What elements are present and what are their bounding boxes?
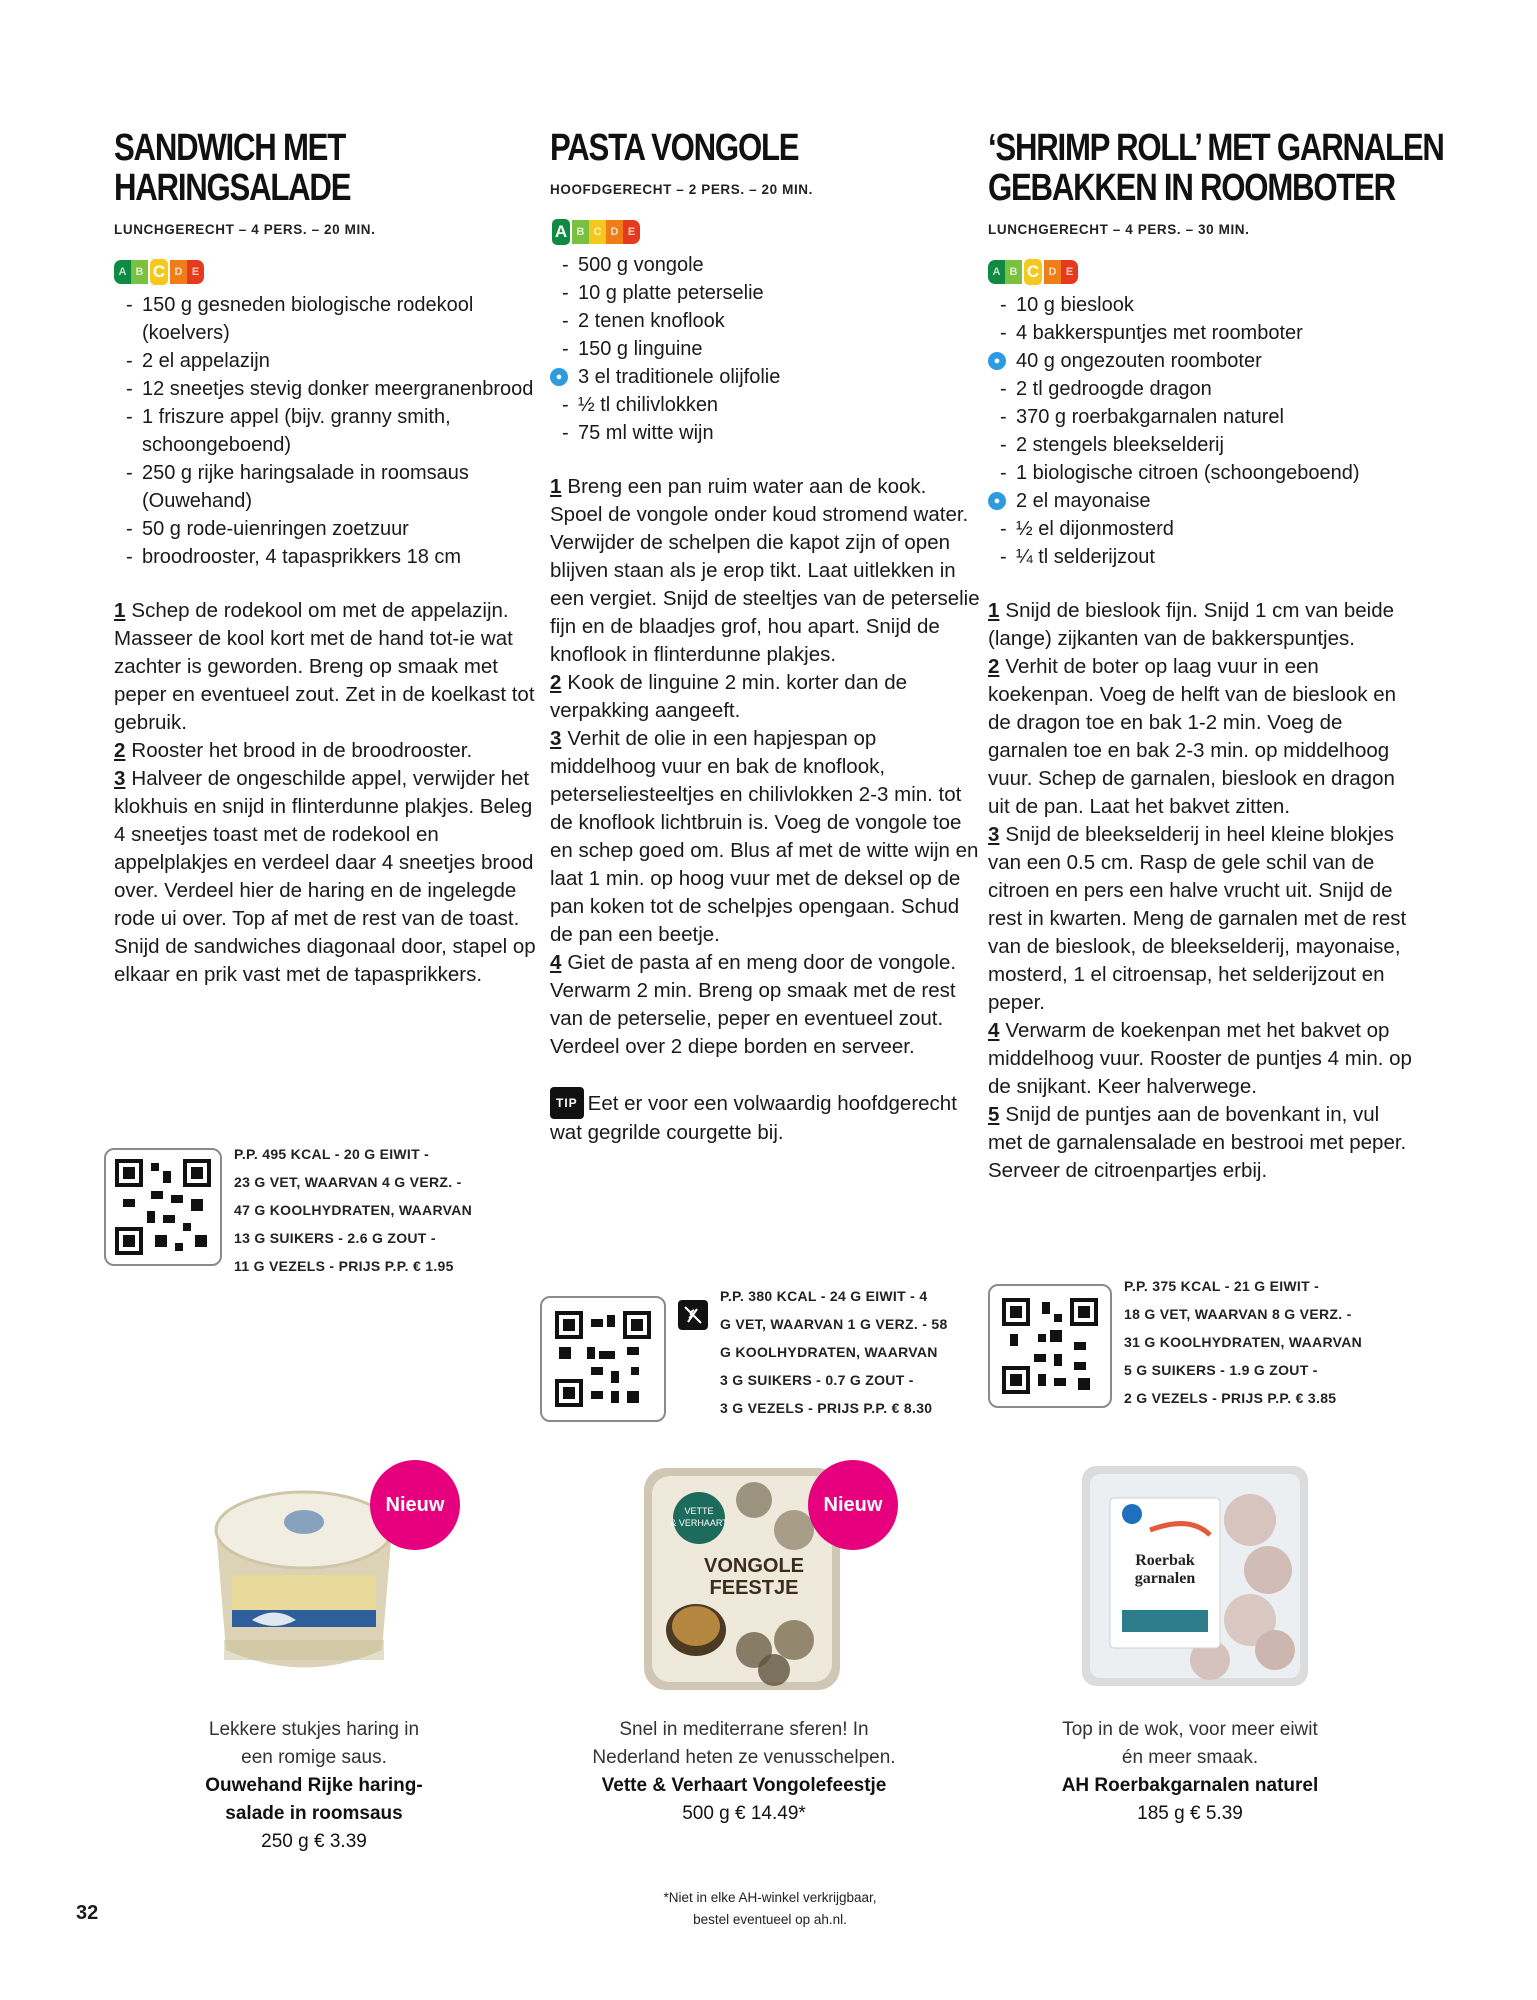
product-name-line: Vette & Verhaart Vongolefeestje — [601, 1775, 887, 1796]
nutrition-text — [234, 1140, 472, 1280]
product-ouwehand — [124, 1460, 504, 1856]
ingredient-list — [550, 251, 980, 447]
nutrition-line: P.P. 375 KCAL - 21 G EIWIT - — [1124, 1278, 1320, 1294]
ingredient: - ¼ tl selderijzout — [1000, 543, 1418, 571]
ingredient: - 10 g platte peterselie — [562, 279, 980, 307]
qr-code-icon[interactable] — [988, 1284, 1112, 1408]
product-price: 500 g € 14.49* — [682, 1803, 806, 1824]
nutrition-line: G VET, WAARVAN 1 G VERZ. - 58 — [720, 1316, 948, 1332]
ingredient: - 250 g rijke haringsalade in roomsaus (Ouwehand) — [126, 459, 544, 515]
ingredient-list — [988, 291, 1418, 571]
step-number: 1 — [114, 599, 126, 622]
nutri-score-a-active: A — [550, 217, 572, 247]
product-price: 250 g € 3.39 — [261, 1831, 367, 1852]
step-number: 4 — [988, 1019, 1000, 1042]
step-number: 2 — [988, 655, 1000, 678]
nutrition-line: 5 G SUIKERS - 1.9 G ZOUT - — [1124, 1362, 1318, 1378]
recipe-title — [988, 127, 1444, 209]
ingredient — [993, 487, 1418, 515]
ingredient: - 4 bakkerspuntjes met roomboter — [1000, 319, 1418, 347]
recipe-meta: LUNCHGERECHT – 4 PERS. – 20 MIN. — [114, 222, 376, 237]
step-text: Snijd de bleekselderij in heel kleine blokjes van een 0.5 cm. Rasp de gele schil van de citroen en pers een halve vrucht uit. Snijd de rest in kwarten. Meng de garnalen met de rest van de bieslook, de bleekselderij, mayonaise, mosterd, 1 el citroensap, het selderijzout en peper. — [988, 823, 1407, 1014]
title-line: ‘SHRIMP ROLL’ MET GARNALEN — [988, 127, 1444, 169]
title-line: GEBAKKEN IN ROOMBOTER — [988, 167, 1395, 209]
step-text: Giet de pasta af en meng door de vongole. Verwarm 2 min. Breng op smaak met de rest van de peterselie, peper en eventueel zout. Verdeel over 2 diepe borden en serveer. — [550, 951, 957, 1058]
nutri-score-b: B — [572, 220, 589, 244]
step — [988, 1101, 1418, 1185]
drop-icon: ● — [550, 368, 568, 386]
nutri-score-d: D — [606, 220, 623, 244]
recipe-shrimp-roll — [988, 127, 1444, 1185]
nutrition-line: 13 G SUIKERS - 2.6 G ZOUT - — [234, 1230, 436, 1246]
product-name-line: AH Roerbakgarnalen naturel — [1061, 1775, 1319, 1796]
step — [114, 765, 544, 989]
product-name — [1000, 1772, 1380, 1800]
nutrition-line: 18 G VET, WAARVAN 8 G VERZ. - — [1124, 1306, 1352, 1322]
ingredient — [555, 363, 980, 391]
ingredient: - broodrooster, 4 tapasprikkers 18 cm — [126, 543, 544, 571]
tip-text: Eet er voor een volwaardig hoofdgerecht wat gegrilde courgette bij. — [550, 1092, 957, 1144]
qr-code-icon[interactable] — [540, 1296, 666, 1422]
ingredient: - 500 g vongole — [562, 251, 980, 279]
nutri-score-e: E — [187, 260, 204, 284]
nutri-score — [988, 257, 1418, 287]
nutri-score-c-active: C — [1022, 257, 1044, 287]
ingredient: - 1 biologische citroen (schoongeboend) — [1000, 459, 1418, 487]
footnote-line: bestel eventueel op ah.nl. — [693, 1912, 847, 1927]
ingredient: - ½ tl chilivlokken — [562, 391, 980, 419]
pack-text-vette: VETTE — [684, 1506, 714, 1516]
nutri-score-d: D — [1044, 260, 1061, 284]
product-name-line: Ouwehand Rijke haring- — [205, 1775, 423, 1796]
step-number: 3 — [988, 823, 1000, 846]
product-name — [554, 1772, 934, 1800]
nutri-score-c: C — [589, 220, 606, 244]
step-number: 5 — [988, 1103, 1000, 1126]
step-text: Kook de linguine 2 min. korter dan de verpakking aangeeft. — [550, 671, 908, 722]
qr-code-icon[interactable] — [104, 1148, 222, 1266]
ingredient-text: 3 el traditionele olijfolie — [578, 366, 781, 388]
product-description — [554, 1716, 934, 1772]
product-description-line: Snel in mediterrane sferen! In — [619, 1719, 869, 1740]
tip-badge: TIP — [550, 1087, 584, 1119]
step-text: Verwarm de koekenpan met het bakvet op middelhoog vuur. Rooster de puntjes 4 min. op de snijkant. Keer halverwege. — [988, 1019, 1412, 1098]
nutrition-line: 2 G VEZELS - PRIJS P.P. € 3.85 — [1124, 1390, 1337, 1406]
nutri-score-b: B — [1005, 260, 1022, 284]
recipe-steps — [550, 473, 980, 1061]
recipe-meta: LUNCHGERECHT – 4 PERS. – 30 MIN. — [988, 222, 1250, 237]
ingredient: - ½ el dijonmosterd — [1000, 515, 1418, 543]
product-image — [1050, 1460, 1330, 1690]
step-text: Verhit de boter op laag vuur in een koekenpan. Voeg de helft van de bieslook en de dragon toe en bak 1-2 min. Voeg de garnalen toe en bak 2-3 min. op middelhoog vuur. Schep de garnalen, bieslook en dragon uit de pan. Laat het bakvet zitten. — [988, 655, 1397, 818]
nutrition-text — [720, 1282, 948, 1422]
nutri-score — [114, 257, 544, 287]
recipe-title — [550, 128, 903, 168]
product-name-line: salade in roomsaus — [225, 1803, 403, 1824]
step-number: 3 — [550, 727, 562, 750]
product-description — [124, 1716, 504, 1772]
ingredient: - 1 friszure appel (bijv. granny smith, schoongeboend) — [126, 403, 544, 459]
step — [550, 949, 980, 1061]
product-roerbakgarnalen — [1000, 1460, 1380, 1828]
step-number: 2 — [114, 739, 126, 762]
step — [988, 1017, 1418, 1101]
ingredient-list — [114, 291, 544, 571]
ingredient: - 2 stengels bleekselderij — [1000, 431, 1418, 459]
step-text: Snijd de bieslook fijn. Snijd 1 cm van beide (lange) zijkanten van de bakkerspuntjes. — [988, 599, 1394, 650]
product-price: 185 g € 5.39 — [1137, 1803, 1243, 1824]
step-number: 1 — [988, 599, 1000, 622]
product-description-line: Lekkere stukjes haring in — [208, 1719, 420, 1740]
step-number: 2 — [550, 671, 562, 694]
page-number: 32 — [76, 1902, 99, 1924]
nutrition-line: 3 G SUIKERS - 0.7 G ZOUT - — [720, 1372, 914, 1388]
nutrition-text — [1124, 1272, 1362, 1412]
recipe-sandwich-haringsalade — [114, 128, 544, 989]
shrimp-package-image — [1050, 1460, 1330, 1690]
nutri-score-b: B — [131, 260, 148, 284]
ingredient: - 150 g linguine — [562, 335, 980, 363]
step-text: Halveer de ongeschilde appel, verwijder het klokhuis en snijd in flinterdunne plakjes. Beleg 4 sneetjes toast met de rodekool en appelplakjes en verdeel daar 4 sneetjes brood over. Verdeel hier de haring en de ingelegde rode ui over. Top af met de rest van de toast. Snijd de sandwiches diagonaal door, stapel op elkaar en prik vast met de tapasprikkers. — [114, 767, 536, 986]
product-description-line: én meer smaak. — [1121, 1747, 1259, 1768]
ingredient — [993, 347, 1418, 375]
ingredient-text: 40 g ongezouten roomboter — [1016, 350, 1262, 372]
ingredient: - 2 el appelazijn — [126, 347, 544, 375]
step-text: Schep de rodekool om met de appelazijn. Masseer de kool kort met de hand tot-ie wat zachter is geworden. Breng op smaak met peper en eventueel zout. Zet in de koelkast tot gebruik. — [114, 599, 535, 734]
step — [988, 597, 1418, 653]
gluten-free-icon — [678, 1300, 708, 1330]
title-line: SANDWICH MET — [114, 127, 346, 169]
pack-text-vongole: VONGOLE — [703, 1555, 805, 1577]
ingredient: - 2 tenen knoflook — [562, 307, 980, 335]
footnote — [560, 1887, 980, 1931]
step-text: Rooster het brood in de broodrooster. — [131, 739, 473, 762]
product-name — [124, 1772, 504, 1828]
nutri-score-e: E — [1061, 260, 1078, 284]
step-number: 1 — [550, 475, 562, 498]
step — [988, 653, 1418, 821]
step — [550, 473, 980, 669]
nutri-score-d: D — [170, 260, 187, 284]
ingredient: - 370 g roerbakgarnalen naturel — [1000, 403, 1418, 431]
recipe-steps — [114, 597, 544, 989]
step — [550, 669, 980, 725]
step-text: Verhit de olie in een hapjespan op middelhoog vuur en bak de knoflook, peterseliesteeltjes en chilivlokken 2-3 min. tot de knoflook lichtbruin is. Voeg de vongole toe en schep goed om. Blus af met de witte wijn en laat 1 min. op hoog vuur met de deksel op de pan koken tot de schelpjes opengaan. Schud de pan een beetje. — [550, 727, 979, 946]
pack-text-garnalen: garnalen — [1134, 1570, 1196, 1587]
nutrition-line: G KOOLHYDRATEN, WAARVAN — [720, 1344, 938, 1360]
recipe-steps — [988, 597, 1418, 1185]
ingredient: - 50 g rode-uienringen zoetzuur — [126, 515, 544, 543]
step — [114, 737, 544, 765]
product-description-line: Top in de wok, voor meer eiwit — [1062, 1719, 1318, 1740]
nutrition-line: P.P. 380 KCAL - 24 G EIWIT - 4 — [720, 1288, 928, 1304]
step-text: Breng een pan ruim water aan de kook. Spoel de vongole onder koud stromend water. Verwijder de schelpen die kapot zijn of open blijven staan als je erop tikt. Laat uitlekken in een vergiet. Snijd de steeltjes van de peterselie fijn en de blaadjes grof, hou apart. Snijd de knoflook in flinterdunne plakjes. — [550, 475, 980, 666]
product-image — [174, 1460, 454, 1690]
step-number: 4 — [550, 951, 562, 974]
step-text: Snijd de puntjes aan de bovenkant in, vul met de garnalensalade en bestrooi met peper. Serveer de citroenpartjes erbij. — [988, 1103, 1407, 1182]
product-description — [1000, 1716, 1380, 1772]
pack-text-feestje: FEESTJE — [709, 1577, 799, 1599]
pack-text-roerbak: Roerbak — [1135, 1552, 1195, 1569]
product-image — [604, 1460, 884, 1690]
nutrition-line: 31 G KOOLHYDRATEN, WAARVAN — [1124, 1334, 1363, 1350]
ingredient: - 150 g gesneden biologische rodekool (koelvers) — [126, 291, 544, 347]
ingredient: - 2 tl gedroogde dragon — [1000, 375, 1418, 403]
nutrition-line: 23 G VET, WAARVAN 4 G VERZ. - — [234, 1174, 462, 1190]
nutrition-line: P.P. 495 KCAL - 20 G EIWIT - — [234, 1146, 430, 1162]
nutri-score-e: E — [623, 220, 640, 244]
nutri-score-a: A — [114, 260, 131, 284]
ingredient: - 10 g bieslook — [1000, 291, 1418, 319]
ingredient: - 75 ml witte wijn — [562, 419, 980, 447]
recipe-tip — [550, 1087, 980, 1147]
nutrition-info-1 — [104, 1148, 472, 1280]
step — [550, 725, 980, 949]
nutrition-line: 47 G KOOLHYDRATEN, WAARVAN — [234, 1202, 473, 1218]
ingredient-text: 2 el mayonaise — [1016, 490, 1151, 512]
ingredient: - 12 sneetjes stevig donker meergranenbrood — [126, 375, 544, 403]
nutrition-info-2 — [540, 1288, 948, 1422]
drop-icon: ● — [988, 492, 1006, 510]
nutrition-line: 3 G VEZELS - PRIJS P.P. € 8.30 — [720, 1400, 933, 1416]
nutri-score — [550, 217, 980, 247]
nutri-score-c-active: C — [148, 257, 170, 287]
new-badge: Nieuw — [370, 1460, 460, 1550]
product-description-line: Nederland heten ze venusschelpen. — [592, 1747, 896, 1768]
recipe-meta: HOOFDGERECHT – 2 PERS. – 20 MIN. — [550, 182, 814, 197]
recipe-pasta-vongole — [550, 128, 980, 1147]
step — [114, 597, 544, 737]
drop-icon: ● — [988, 352, 1006, 370]
title-line: PASTA VONGOLE — [550, 127, 799, 169]
product-description-line: een romige saus. — [241, 1747, 387, 1768]
new-badge: Nieuw — [808, 1460, 898, 1550]
step-number: 3 — [114, 767, 126, 790]
nutrition-line: 11 G VEZELS - PRIJS P.P. € 1.95 — [234, 1258, 454, 1274]
step — [988, 821, 1418, 1017]
product-vongolefeestje — [554, 1460, 934, 1828]
pack-text-verhaart: & VERHAART — [670, 1518, 728, 1528]
nutrition-info-3 — [988, 1278, 1363, 1412]
nutri-score-a: A — [988, 260, 1005, 284]
footnote-line: *Niet in elke AH-winkel verkrijgbaar, — [663, 1890, 877, 1905]
recipe-title — [114, 128, 467, 208]
title-line: HARINGSALADE — [114, 167, 351, 209]
